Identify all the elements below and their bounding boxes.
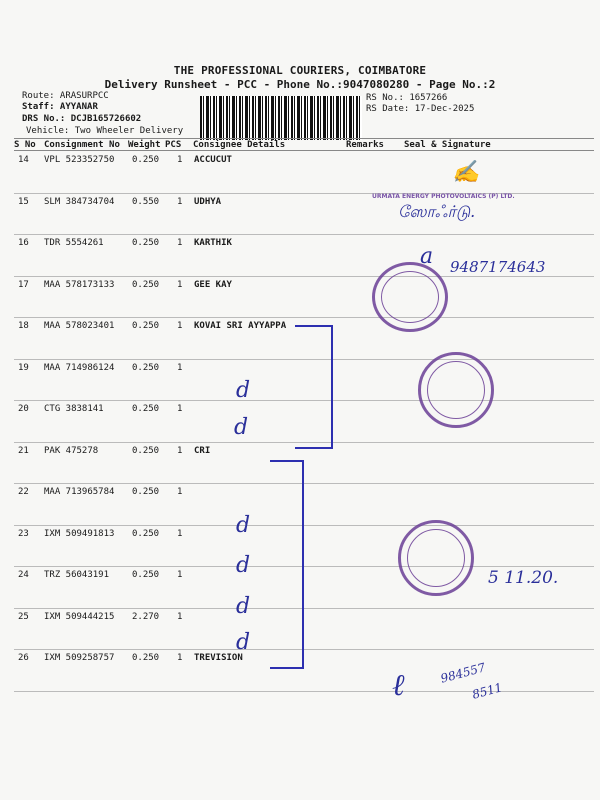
stamp-round-2 [418,352,494,428]
row-sno: 25 [18,611,29,622]
row-weight: 0.250 [132,404,160,414]
col-consignment: Consignment No [44,140,120,150]
handwritten-number-2: 8511 [470,680,504,702]
row-consignment-no: CTG 3838141 [44,404,104,414]
row-pcs: 1 [177,279,183,290]
row-consignee: KOVAI SRI AYYAPPA [194,321,287,331]
row-divider [14,566,594,567]
mark-row22: d [236,513,251,538]
mark-row20: d [234,415,249,440]
row-consignment-no: IXM 509258757 [44,653,115,663]
row-consignment-no: PAK 475278 [44,445,99,456]
drs-label: DRS No.: DCJB165726602 [22,114,142,124]
row-consignment-no: TRZ 56043191 [44,570,110,580]
row-sno: 23 [18,528,29,539]
row-consignment-no: IXM 509444215 [44,611,115,622]
row-divider [14,234,594,235]
stamp-round-3 [398,520,474,596]
row-divider [14,317,594,318]
row-pcs: 1 [177,321,183,331]
mark-row23: d [236,553,251,578]
col-pcs: PCS [165,140,182,150]
staff-label: Staff: AYYANAR [22,102,98,112]
row-consignment-no: MAA 713965784 [44,487,115,497]
row-pcs: 1 [177,570,183,580]
row-pcs: 1 [177,238,183,248]
row-weight: 0.250 [132,279,160,290]
signature-row14: ✍ [452,160,480,185]
row-weight: 0.250 [132,528,160,539]
row-consignment-no: TDR 5554261 [44,238,104,248]
row-consignee: UDHYA [194,196,222,207]
row-consignee: ACCUCUT [194,155,232,165]
signature-row26: ℓ [392,668,405,703]
col-sno: S No [14,140,36,150]
row-consignment-no: IXM 509491813 [44,528,115,539]
row-weight: 0.250 [132,487,160,497]
row-pcs: 1 [177,653,183,663]
row-sno: 26 [18,653,29,663]
bracket-2 [270,460,304,669]
barcode [200,96,362,140]
mark-row25: d [236,630,251,655]
row-consignee: GEE KAY [194,279,232,290]
mark-row24: d [236,594,251,619]
runsheet-subtitle: Delivery Runsheet - PCC - Phone No.:9047080280 - Page No.:2 [104,78,496,91]
row-pcs: 1 [177,528,183,539]
row-consignment-no: MAA 578023401 [44,321,115,331]
row-pcs: 1 [177,611,183,622]
signature-row15: ஸோஃர்டு. [398,202,476,221]
row-divider [14,608,594,609]
row-sno: 15 [18,196,29,207]
row-consignment-no: VPL 523352750 [44,155,115,165]
row-consignment-no: SLM 384734704 [44,196,115,207]
row-pcs: 1 [177,445,183,456]
row-weight: 0.250 [132,155,160,165]
row-consignment-no: MAA 578173133 [44,279,115,290]
handwritten-number-1: 984557 [438,660,487,686]
col-consignee: Consignee Details [193,140,286,150]
bracket-1 [295,325,333,449]
row-pcs: 1 [177,196,183,207]
row-weight: 0.250 [132,362,160,373]
row-consignee: TREVISION [194,653,243,663]
row-sno: 17 [18,279,29,290]
row-sno: 18 [18,321,29,331]
signature-row16: a [420,244,434,269]
handwritten-phone: 9487174643 [450,258,546,276]
vehicle-label: Vehicle: Two Wheeler Delivery [26,126,184,136]
row-pcs: 1 [177,404,183,414]
row-consignment-no: MAA 714986124 [44,362,115,373]
row-pcs: 1 [177,155,183,165]
row-sno: 24 [18,570,29,580]
row-divider [14,483,594,484]
stamp-gee-kay [372,262,448,332]
handwritten-time: 5 11.20. [488,568,559,588]
row-pcs: 1 [177,362,183,373]
row-pcs: 1 [177,487,183,497]
row-weight: 0.250 [132,321,160,331]
row-sno: 21 [18,445,29,456]
route-label: Route: ARASURPCC [22,91,109,101]
row-divider [14,649,594,650]
row-divider [14,525,594,526]
col-seal-signature: Seal & Signature [404,140,491,150]
row-divider [14,691,594,692]
row-sno: 19 [18,362,29,373]
row-weight: 0.250 [132,570,160,580]
rs-number: RS No.: 1657266 [366,93,448,103]
col-remarks: Remarks [346,140,384,150]
row-sno: 16 [18,238,29,248]
row-sno: 14 [18,155,29,165]
row-weight: 0.250 [132,238,160,248]
row-sno: 22 [18,487,29,497]
rs-date: RS Date: 17-Dec-2025 [366,104,475,114]
row-weight: 0.250 [132,445,160,456]
row-consignee: KARTHIK [194,238,232,248]
row-weight: 0.550 [132,196,160,207]
row-sno: 20 [18,404,29,414]
stamp-urmata: URMATA ENERGY PHOTOVOLTAICS (P) LTD. [372,193,515,200]
mark-row19: d [236,378,251,403]
row-consignee: CRI [194,445,211,456]
row-weight: 2.270 [132,611,160,622]
col-weight: Weight [128,140,161,150]
row-weight: 0.250 [132,653,160,663]
company-title: THE PROFESSIONAL COURIERS, COIMBATORE [173,64,427,77]
